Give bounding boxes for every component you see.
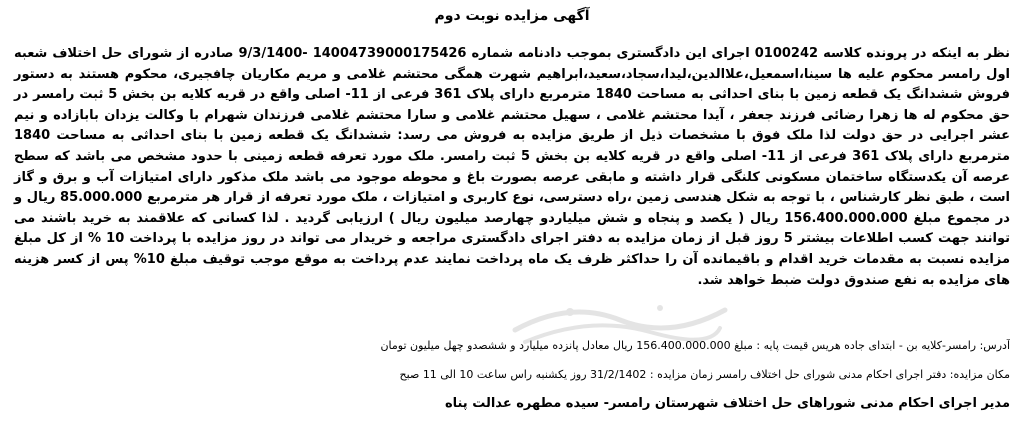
notice-signature: مدیر اجرای احکام مدنی شوراهای حل اختلاف شهرستان رامسر- سیده مطهره عدالت پناه [444, 396, 1010, 411]
auction-location-time: مکان مزایده: دفتر اجرای احکام مدنی شورای حل اختلاف رامسر زمان مزایده : 31/2/1402 روز یکشنبه راس ساعت 10 الی 11 صبح [399, 368, 1010, 381]
auction-address: آدرس: رامسر-کلایه بن - ابتدای جاده هریس قیمت پایه : مبلغ 156.400.000.000 ریال معادل پانزده میلیارد و ششصدو چهل میلیون تومان [380, 339, 1010, 352]
notice-body: نظر به اینکه در پرونده کلاسه 0100242 اجرای این دادگستری بموجب دادنامه شماره 14004739000175426 -9/3/1400 صادره از شورای حل اختلاف شعبه اول رامسر محکوم علیه ها سینا،اسمعیل،علاالدین،لیدا،سجاد،سعید،ابراهیم شهرت همگی محتشم غلامی و مریم مکاریان چافجیری، محکوم هستند به دستور فروش ششدانگ یک قطعه زمین با بنای احداثی به مساحت 1840 مترمربع دارای پلاک 361 فرعی از 11- اصلی واقع در قریه کلایه بن بخش 5 ثبت رامسر در حق محکوم له ها زهرا رضائی فرزند جعفر ، آیدا محتشم غلامی ، سهیل محتشم غلامی و سارا محتشم غلامی فرزندان شهرام با وکالت یزدان بابازاده و نیم عشر اجرایی در حق دولت لذا ملک فوق با مشخصات ذیل از طریق مزایده به فروش می رسد: ششدانگ یک قطعه زمین با بنای احداثی به مساحت 1840 مترمربع دارای پلاک 361 فرعی از 11- اصلی واقع در قریه کلایه بن بخش 5 ثبت رامسر. ملک مورد تعرفه قطعه زمینی با حدود مشخص می باشد که سطح عرصه آن یکدستگاه ساختمان مسکونی کلنگی قرار داشته و مابقی عرصه بصورت باغ و محوطه موجود می باشد ملک مذکور دارای امتیازات آب و برق و گاز است ، طبق نظر کارشناس ، با توجه به شکل هندسی زمین ،راه دسترسی، نوع کاربری و امتیازات ، ملک مورد تعرفه از قرار هر مترمربع 85.000.000 ریال و در مجموع مبلغ 156.400.000.000 ریال ( یکصد و پنجاه و شش میلیاردو چهارصد میلیون ریال ) ارزیابی گردید . لذا کسانی که علاقمند به خرید باشند می توانند جهت کسب اطلاعات بیشتر 5 روز قبل از زمان مزایده به دفتر اجرای دادگستری مراجعه و خریدار می تواند در روز مزایده با پرداخت 10 % از کل مبلغ مزایده نسبت به مقدمات خرید اقدام و باقیمانده آن را حداکثر ظرف یک ماه پرداخت نمایند عدم پرداخت به موقع موجب توقیف مبلغ 10% پس از کسر هزینه های مزایده به نفع صندوق دولت ضبط خواهد شد. [14, 46, 1011, 288]
notice-title: آگهی مزایده نوبت دوم [434, 8, 590, 24]
